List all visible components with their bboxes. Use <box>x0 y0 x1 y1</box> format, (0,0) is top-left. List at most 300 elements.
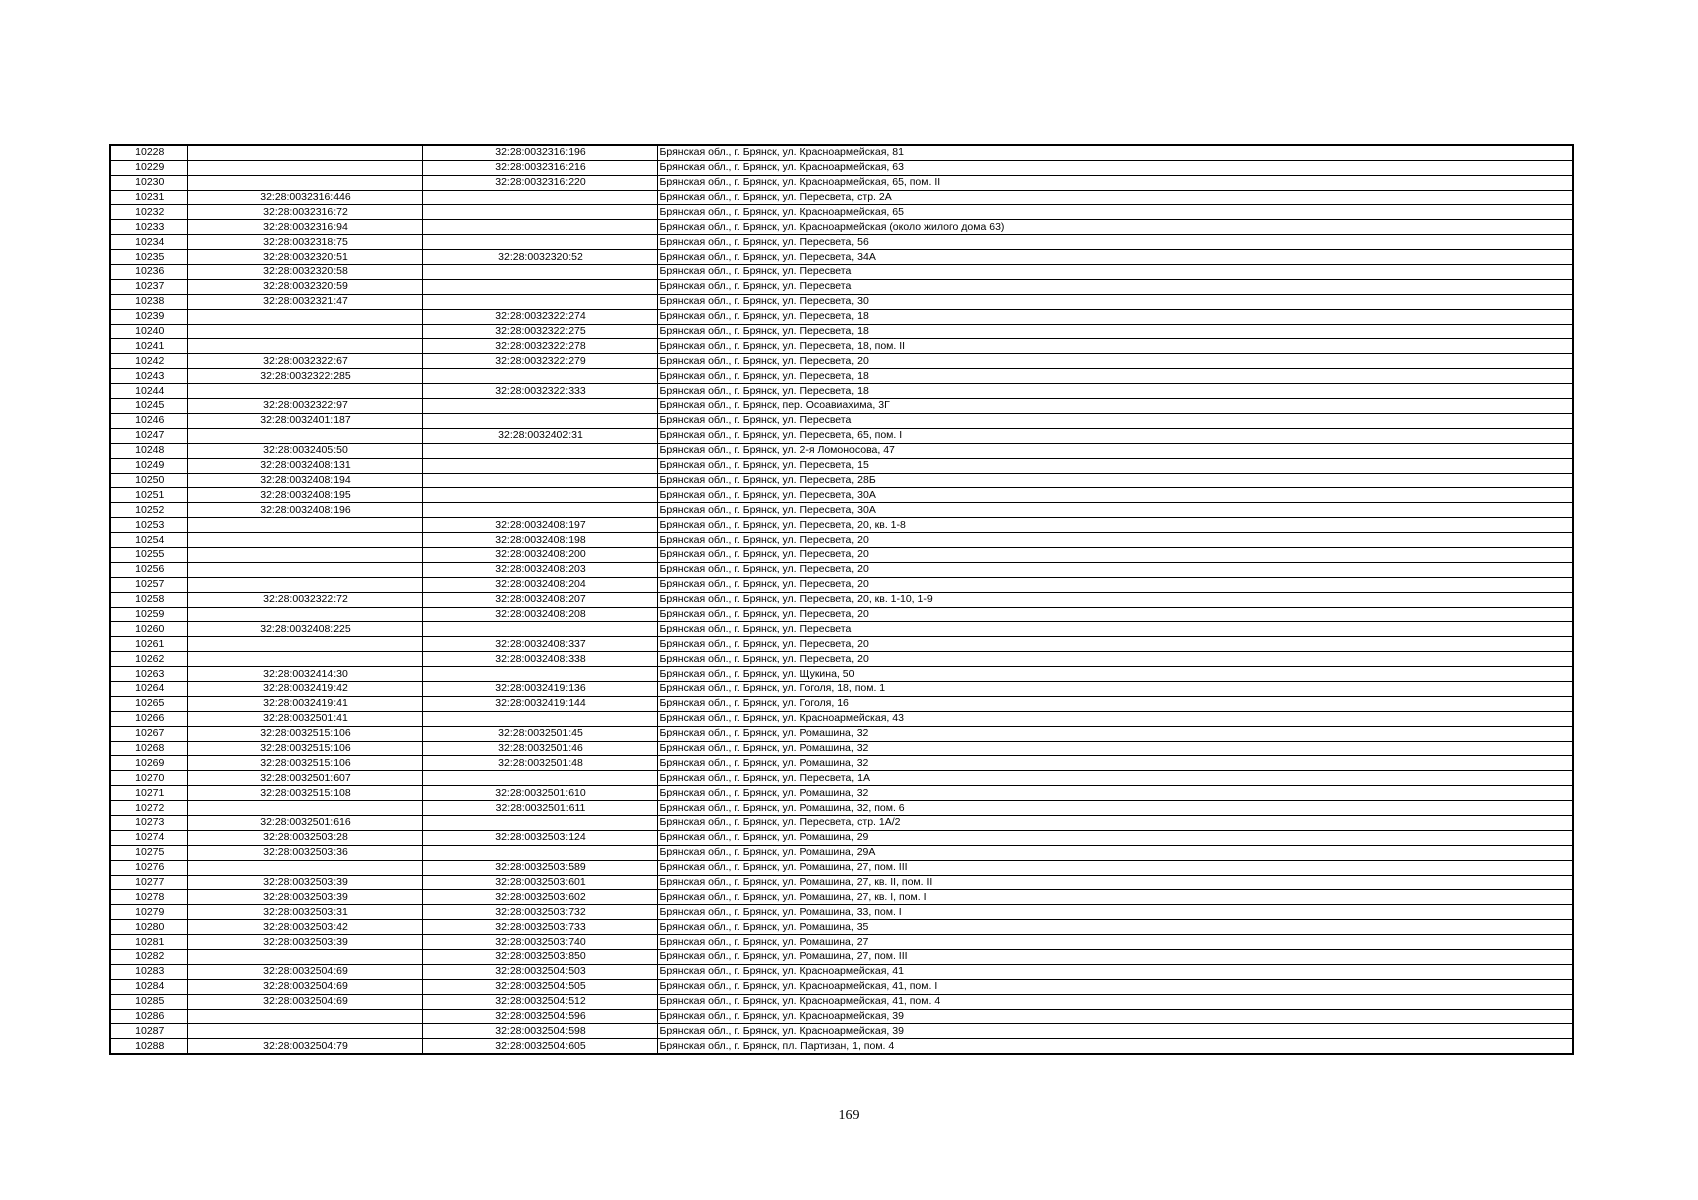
table-row <box>110 562 1573 577</box>
cadastral-number-cell: 32:28:0032503:42 <box>187 920 422 935</box>
related-cadastral-number-cell: 32:28:0032503:601 <box>422 875 657 890</box>
row-number-cell: 10279 <box>110 905 187 920</box>
related-cadastral-number-cell: 32:28:0032504:512 <box>422 994 657 1009</box>
row-number-cell: 10235 <box>110 250 187 265</box>
related-cadastral-number-cell <box>422 622 657 637</box>
row-number-cell: 10280 <box>110 920 187 935</box>
table-row <box>110 964 1573 979</box>
table-row <box>110 741 1573 756</box>
address-cell: Брянская обл., г. Брянск, ул. Пересвета <box>657 622 1573 637</box>
row-number-cell: 10247 <box>110 428 187 443</box>
address-cell: Брянская обл., г. Брянск, ул. 2-я Ломоносова, 47 <box>657 443 1573 458</box>
related-cadastral-number-cell <box>422 503 657 518</box>
table-row <box>110 399 1573 414</box>
row-number-cell: 10244 <box>110 384 187 399</box>
cadastral-number-cell: 32:28:0032515:106 <box>187 726 422 741</box>
related-cadastral-number-cell: 32:28:0032316:216 <box>422 160 657 175</box>
related-cadastral-number-cell: 32:28:0032504:605 <box>422 1039 657 1054</box>
table-row <box>110 369 1573 384</box>
table-row <box>110 875 1573 890</box>
cadastral-number-cell <box>187 518 422 533</box>
row-number-cell: 10242 <box>110 354 187 369</box>
table-row <box>110 994 1573 1009</box>
related-cadastral-number-cell: 32:28:0032408:204 <box>422 577 657 592</box>
address-cell: Брянская обл., г. Брянск, ул. Пересвета <box>657 413 1573 428</box>
address-cell: Брянская обл., г. Брянск, ул. Красноармейская (около жилого дома 63) <box>657 220 1573 235</box>
address-cell: Брянская обл., г. Брянск, ул. Пересвета, 30 <box>657 294 1573 309</box>
related-cadastral-number-cell <box>422 473 657 488</box>
table-row <box>110 458 1573 473</box>
related-cadastral-number-cell: 32:28:0032503:589 <box>422 860 657 875</box>
cadastral-number-cell <box>187 533 422 548</box>
table-row <box>110 711 1573 726</box>
related-cadastral-number-cell <box>422 771 657 786</box>
row-number-cell: 10241 <box>110 339 187 354</box>
row-number-cell: 10262 <box>110 652 187 667</box>
cadastral-number-cell: 32:28:0032318:75 <box>187 235 422 250</box>
row-number-cell: 10239 <box>110 309 187 324</box>
cadastral-number-cell <box>187 145 422 160</box>
table-row <box>110 265 1573 280</box>
related-cadastral-number-cell <box>422 667 657 682</box>
related-cadastral-number-cell <box>422 458 657 473</box>
cadastral-number-cell <box>187 637 422 652</box>
table-row <box>110 815 1573 830</box>
cadastral-number-cell: 32:28:0032419:42 <box>187 681 422 696</box>
address-cell: Брянская обл., г. Брянск, ул. Ромашина, 32 <box>657 741 1573 756</box>
row-number-cell: 10283 <box>110 964 187 979</box>
related-cadastral-number-cell: 32:28:0032503:124 <box>422 830 657 845</box>
related-cadastral-number-cell <box>422 265 657 280</box>
cadastral-number-cell: 32:28:0032316:94 <box>187 220 422 235</box>
cadastral-number-cell <box>187 562 422 577</box>
row-number-cell: 10276 <box>110 860 187 875</box>
cadastral-number-cell: 32:28:0032401:187 <box>187 413 422 428</box>
row-number-cell: 10286 <box>110 1009 187 1024</box>
related-cadastral-number-cell: 32:28:0032419:136 <box>422 681 657 696</box>
row-number-cell: 10261 <box>110 637 187 652</box>
cadastral-number-cell <box>187 160 422 175</box>
registry-table <box>109 144 1574 1055</box>
row-number-cell: 10238 <box>110 294 187 309</box>
table-row <box>110 384 1573 399</box>
row-number-cell: 10267 <box>110 726 187 741</box>
cadastral-number-cell: 32:28:0032503:39 <box>187 935 422 950</box>
related-cadastral-number-cell <box>422 815 657 830</box>
row-number-cell: 10243 <box>110 369 187 384</box>
related-cadastral-number-cell: 32:28:0032322:278 <box>422 339 657 354</box>
table-row <box>110 354 1573 369</box>
address-cell: Брянская обл., г. Брянск, ул. Пересвета, 20 <box>657 533 1573 548</box>
related-cadastral-number-cell: 32:28:0032419:144 <box>422 696 657 711</box>
related-cadastral-number-cell <box>422 369 657 384</box>
address-cell: Брянская обл., г. Брянск, ул. Щукина, 50 <box>657 667 1573 682</box>
cadastral-number-cell <box>187 384 422 399</box>
table-row <box>110 235 1573 250</box>
related-cadastral-number-cell <box>422 279 657 294</box>
table-row <box>110 205 1573 220</box>
related-cadastral-number-cell <box>422 711 657 726</box>
cadastral-number-cell: 32:28:0032408:196 <box>187 503 422 518</box>
table-row <box>110 473 1573 488</box>
row-number-cell: 10257 <box>110 577 187 592</box>
table-row <box>110 681 1573 696</box>
row-number-cell: 10285 <box>110 994 187 1009</box>
row-number-cell: 10246 <box>110 413 187 428</box>
address-cell: Брянская обл., г. Брянск, ул. Пересвета, 18 <box>657 324 1573 339</box>
table-row <box>110 279 1573 294</box>
row-number-cell: 10245 <box>110 399 187 414</box>
table-row <box>110 607 1573 622</box>
related-cadastral-number-cell: 32:28:0032408:198 <box>422 533 657 548</box>
related-cadastral-number-cell: 32:28:0032501:46 <box>422 741 657 756</box>
row-number-cell: 10256 <box>110 562 187 577</box>
row-number-cell: 10275 <box>110 845 187 860</box>
related-cadastral-number-cell: 32:28:0032320:52 <box>422 250 657 265</box>
address-cell: Брянская обл., г. Брянск, ул. Пересвета, 20 <box>657 577 1573 592</box>
address-cell: Брянская обл., г. Брянск, ул. Пересвета, 28Б <box>657 473 1573 488</box>
table-row <box>110 830 1573 845</box>
address-cell: Брянская обл., г. Брянск, ул. Пересвета, 20, кв. 1-8 <box>657 518 1573 533</box>
table-row <box>110 622 1573 637</box>
address-cell: Брянская обл., г. Брянск, пер. Осоавиахима, 3Г <box>657 399 1573 414</box>
address-cell: Брянская обл., г. Брянск, ул. Пересвета, 20 <box>657 354 1573 369</box>
table-row <box>110 726 1573 741</box>
table-row <box>110 503 1573 518</box>
cadastral-number-cell: 32:28:0032501:616 <box>187 815 422 830</box>
cadastral-number-cell: 32:28:0032321:47 <box>187 294 422 309</box>
related-cadastral-number-cell: 32:28:0032408:207 <box>422 592 657 607</box>
address-cell: Брянская обл., г. Брянск, ул. Ромашина, 32, пом. 6 <box>657 801 1573 816</box>
cadastral-number-cell <box>187 1024 422 1039</box>
row-number-cell: 10259 <box>110 607 187 622</box>
row-number-cell: 10229 <box>110 160 187 175</box>
cadastral-number-cell: 32:28:0032405:50 <box>187 443 422 458</box>
table-row <box>110 547 1573 562</box>
cadastral-number-cell: 32:28:0032515:106 <box>187 741 422 756</box>
cadastral-number-cell <box>187 950 422 965</box>
address-cell: Брянская обл., г. Брянск, ул. Пересвета, 30А <box>657 488 1573 503</box>
cadastral-number-cell: 32:28:0032316:72 <box>187 205 422 220</box>
related-cadastral-number-cell: 32:28:0032322:333 <box>422 384 657 399</box>
cadastral-number-cell: 32:28:0032320:58 <box>187 265 422 280</box>
row-number-cell: 10266 <box>110 711 187 726</box>
address-cell: Брянская обл., г. Брянск, ул. Ромашина, 33, пом. I <box>657 905 1573 920</box>
address-cell: Брянская обл., г. Брянск, ул. Пересвета, 18 <box>657 369 1573 384</box>
related-cadastral-number-cell: 32:28:0032316:220 <box>422 175 657 190</box>
address-cell: Брянская обл., г. Брянск, ул. Пересвета, 65, пом. I <box>657 428 1573 443</box>
cadastral-number-cell: 32:28:0032322:67 <box>187 354 422 369</box>
table-row <box>110 592 1573 607</box>
table-row <box>110 979 1573 994</box>
cadastral-number-cell: 32:28:0032503:39 <box>187 890 422 905</box>
related-cadastral-number-cell: 32:28:0032503:850 <box>422 950 657 965</box>
table-row <box>110 309 1573 324</box>
cadastral-number-cell <box>187 801 422 816</box>
table-row <box>110 428 1573 443</box>
related-cadastral-number-cell <box>422 413 657 428</box>
table-row <box>110 696 1573 711</box>
address-cell: Брянская обл., г. Брянск, ул. Пересвета, 18, пом. II <box>657 339 1573 354</box>
cadastral-number-cell: 32:28:0032504:79 <box>187 1039 422 1054</box>
row-number-cell: 10248 <box>110 443 187 458</box>
row-number-cell: 10240 <box>110 324 187 339</box>
cadastral-number-cell: 32:28:0032320:51 <box>187 250 422 265</box>
row-number-cell: 10251 <box>110 488 187 503</box>
row-number-cell: 10258 <box>110 592 187 607</box>
table-row <box>110 771 1573 786</box>
address-cell: Брянская обл., г. Брянск, ул. Пересвета <box>657 279 1573 294</box>
table-row <box>110 443 1573 458</box>
row-number-cell: 10232 <box>110 205 187 220</box>
related-cadastral-number-cell: 32:28:0032501:45 <box>422 726 657 741</box>
table-row <box>110 920 1573 935</box>
address-cell: Брянская обл., г. Брянск, ул. Красноармейская, 43 <box>657 711 1573 726</box>
address-cell: Брянская обл., г. Брянск, ул. Ромашина, 32 <box>657 726 1573 741</box>
cadastral-number-cell: 32:28:0032515:108 <box>187 786 422 801</box>
related-cadastral-number-cell: 32:28:0032408:208 <box>422 607 657 622</box>
related-cadastral-number-cell: 32:28:0032322:274 <box>422 309 657 324</box>
cadastral-number-cell <box>187 547 422 562</box>
table-row <box>110 637 1573 652</box>
row-number-cell: 10255 <box>110 547 187 562</box>
related-cadastral-number-cell: 32:28:0032408:338 <box>422 652 657 667</box>
table-row <box>110 577 1573 592</box>
cadastral-number-cell: 32:28:0032316:446 <box>187 190 422 205</box>
table-row <box>110 518 1573 533</box>
row-number-cell: 10265 <box>110 696 187 711</box>
table-row <box>110 786 1573 801</box>
row-number-cell: 10264 <box>110 681 187 696</box>
row-number-cell: 10269 <box>110 756 187 771</box>
related-cadastral-number-cell: 32:28:0032408:203 <box>422 562 657 577</box>
cadastral-number-cell <box>187 324 422 339</box>
row-number-cell: 10274 <box>110 830 187 845</box>
address-cell: Брянская обл., г. Брянск, пл. Партизан, 1, пом. 4 <box>657 1039 1573 1054</box>
address-cell: Брянская обл., г. Брянск, ул. Пересвета, 20 <box>657 607 1573 622</box>
address-cell: Брянская обл., г. Брянск, ул. Ромашина, 35 <box>657 920 1573 935</box>
cadastral-number-cell: 32:28:0032503:39 <box>187 875 422 890</box>
address-cell: Брянская обл., г. Брянск, ул. Пересвета, 18 <box>657 309 1573 324</box>
row-number-cell: 10253 <box>110 518 187 533</box>
cadastral-number-cell: 32:28:0032504:69 <box>187 979 422 994</box>
row-number-cell: 10268 <box>110 741 187 756</box>
address-cell: Брянская обл., г. Брянск, ул. Гоголя, 16 <box>657 696 1573 711</box>
cadastral-number-cell: 32:28:0032322:72 <box>187 592 422 607</box>
page-number: 169 <box>838 1108 860 1123</box>
address-cell: Брянская обл., г. Брянск, ул. Пересвета, 20 <box>657 637 1573 652</box>
cadastral-number-cell <box>187 428 422 443</box>
row-number-cell: 10273 <box>110 815 187 830</box>
address-cell: Брянская обл., г. Брянск, ул. Пересвета, 34А <box>657 250 1573 265</box>
cadastral-number-cell: 32:28:0032504:69 <box>187 994 422 1009</box>
row-number-cell: 10277 <box>110 875 187 890</box>
related-cadastral-number-cell: 32:28:0032504:503 <box>422 964 657 979</box>
table-row <box>110 845 1573 860</box>
row-number-cell: 10237 <box>110 279 187 294</box>
row-number-cell: 10233 <box>110 220 187 235</box>
related-cadastral-number-cell: 32:28:0032501:610 <box>422 786 657 801</box>
row-number-cell: 10282 <box>110 950 187 965</box>
address-cell: Брянская обл., г. Брянск, ул. Красноармейская, 65, пом. II <box>657 175 1573 190</box>
table-row <box>110 294 1573 309</box>
related-cadastral-number-cell: 32:28:0032501:48 <box>422 756 657 771</box>
address-cell: Брянская обл., г. Брянск, ул. Красноармейская, 41, пом. 4 <box>657 994 1573 1009</box>
row-number-cell: 10260 <box>110 622 187 637</box>
related-cadastral-number-cell: 32:28:0032322:279 <box>422 354 657 369</box>
address-cell: Брянская обл., г. Брянск, ул. Ромашина, 27, пом. III <box>657 860 1573 875</box>
table-row <box>110 250 1573 265</box>
address-cell: Брянская обл., г. Брянск, ул. Пересвета, 20, кв. 1-10, 1-9 <box>657 592 1573 607</box>
address-cell: Брянская обл., г. Брянск, ул. Красноармейская, 63 <box>657 160 1573 175</box>
address-cell: Брянская обл., г. Брянск, ул. Ромашина, 27 <box>657 935 1573 950</box>
address-cell: Брянская обл., г. Брянск, ул. Пересвета, 20 <box>657 547 1573 562</box>
related-cadastral-number-cell: 32:28:0032408:200 <box>422 547 657 562</box>
cadastral-number-cell <box>187 652 422 667</box>
row-number-cell: 10284 <box>110 979 187 994</box>
cadastral-number-cell: 32:28:0032322:97 <box>187 399 422 414</box>
address-cell: Брянская обл., г. Брянск, ул. Ромашина, 27, кв. II, пом. II <box>657 875 1573 890</box>
cadastral-number-cell <box>187 577 422 592</box>
row-number-cell: 10230 <box>110 175 187 190</box>
address-cell: Брянская обл., г. Брянск, ул. Красноармейская, 41, пом. I <box>657 979 1573 994</box>
related-cadastral-number-cell: 32:28:0032408:337 <box>422 637 657 652</box>
table-row <box>110 1039 1573 1054</box>
row-number-cell: 10263 <box>110 667 187 682</box>
registry-table-body <box>110 145 1573 1054</box>
table-row <box>110 220 1573 235</box>
related-cadastral-number-cell: 32:28:0032504:598 <box>422 1024 657 1039</box>
row-number-cell: 10272 <box>110 801 187 816</box>
row-number-cell: 10287 <box>110 1024 187 1039</box>
table-row <box>110 890 1573 905</box>
table-row <box>110 145 1573 160</box>
cadastral-number-cell: 32:28:0032322:285 <box>187 369 422 384</box>
cadastral-number-cell: 32:28:0032503:36 <box>187 845 422 860</box>
cadastral-number-cell: 32:28:0032419:41 <box>187 696 422 711</box>
cadastral-number-cell <box>187 860 422 875</box>
related-cadastral-number-cell <box>422 235 657 250</box>
related-cadastral-number-cell: 32:28:0032504:596 <box>422 1009 657 1024</box>
cadastral-number-cell <box>187 175 422 190</box>
table-row <box>110 160 1573 175</box>
table-row <box>110 905 1573 920</box>
address-cell: Брянская обл., г. Брянск, ул. Пересвета, 56 <box>657 235 1573 250</box>
address-cell: Брянская обл., г. Брянск, ул. Пересвета <box>657 265 1573 280</box>
cadastral-number-cell <box>187 309 422 324</box>
address-cell: Брянская обл., г. Брянск, ул. Ромашина, 29 <box>657 830 1573 845</box>
related-cadastral-number-cell: 32:28:0032316:196 <box>422 145 657 160</box>
related-cadastral-number-cell <box>422 190 657 205</box>
table-row <box>110 339 1573 354</box>
cadastral-number-cell <box>187 1009 422 1024</box>
address-cell: Брянская обл., г. Брянск, ул. Красноармейская, 41 <box>657 964 1573 979</box>
row-number-cell: 10250 <box>110 473 187 488</box>
cadastral-number-cell <box>187 607 422 622</box>
address-cell: Брянская обл., г. Брянск, ул. Пересвета, 18 <box>657 384 1573 399</box>
table-row <box>110 801 1573 816</box>
address-cell: Брянская обл., г. Брянск, ул. Пересвета, стр. 1А/2 <box>657 815 1573 830</box>
cadastral-number-cell: 32:28:0032408:195 <box>187 488 422 503</box>
row-number-cell: 10234 <box>110 235 187 250</box>
address-cell: Брянская обл., г. Брянск, ул. Ромашина, 32 <box>657 786 1573 801</box>
table-row <box>110 533 1573 548</box>
cadastral-number-cell: 32:28:0032503:31 <box>187 905 422 920</box>
table-row <box>110 324 1573 339</box>
table-row <box>110 935 1573 950</box>
cadastral-number-cell: 32:28:0032504:69 <box>187 964 422 979</box>
address-cell: Брянская обл., г. Брянск, ул. Пересвета, 1А <box>657 771 1573 786</box>
row-number-cell: 10278 <box>110 890 187 905</box>
row-number-cell: 10249 <box>110 458 187 473</box>
table-row <box>110 756 1573 771</box>
table-row <box>110 667 1573 682</box>
address-cell: Брянская обл., г. Брянск, ул. Ромашина, 29А <box>657 845 1573 860</box>
cadastral-number-cell: 32:28:0032408:225 <box>187 622 422 637</box>
row-number-cell: 10271 <box>110 786 187 801</box>
related-cadastral-number-cell: 32:28:0032408:197 <box>422 518 657 533</box>
address-cell: Брянская обл., г. Брянск, ул. Пересвета, 30А <box>657 503 1573 518</box>
related-cadastral-number-cell: 32:28:0032503:733 <box>422 920 657 935</box>
table-row <box>110 860 1573 875</box>
table-row <box>110 413 1573 428</box>
address-cell: Брянская обл., г. Брянск, ул. Гоголя, 18, пом. 1 <box>657 681 1573 696</box>
table-row <box>110 950 1573 965</box>
related-cadastral-number-cell <box>422 845 657 860</box>
address-cell: Брянская обл., г. Брянск, ул. Красноармейская, 65 <box>657 205 1573 220</box>
related-cadastral-number-cell <box>422 399 657 414</box>
related-cadastral-number-cell: 32:28:0032322:275 <box>422 324 657 339</box>
related-cadastral-number-cell: 32:28:0032504:505 <box>422 979 657 994</box>
table-row <box>110 1009 1573 1024</box>
address-cell: Брянская обл., г. Брянск, ул. Ромашина, 27, пом. III <box>657 950 1573 965</box>
related-cadastral-number-cell: 32:28:0032402:31 <box>422 428 657 443</box>
table-row <box>110 175 1573 190</box>
row-number-cell: 10252 <box>110 503 187 518</box>
row-number-cell: 10281 <box>110 935 187 950</box>
table-row <box>110 488 1573 503</box>
related-cadastral-number-cell <box>422 294 657 309</box>
row-number-cell: 10236 <box>110 265 187 280</box>
row-number-cell: 10270 <box>110 771 187 786</box>
cadastral-number-cell: 32:28:0032408:194 <box>187 473 422 488</box>
address-cell: Брянская обл., г. Брянск, ул. Красноармейская, 39 <box>657 1009 1573 1024</box>
cadastral-number-cell: 32:28:0032503:28 <box>187 830 422 845</box>
address-cell: Брянская обл., г. Брянск, ул. Пересвета, 15 <box>657 458 1573 473</box>
related-cadastral-number-cell <box>422 205 657 220</box>
address-cell: Брянская обл., г. Брянск, ул. Пересвета, 20 <box>657 562 1573 577</box>
address-cell: Брянская обл., г. Брянск, ул. Ромашина, 32 <box>657 756 1573 771</box>
address-cell: Брянская обл., г. Брянск, ул. Красноармейская, 81 <box>657 145 1573 160</box>
row-number-cell: 10288 <box>110 1039 187 1054</box>
table-row <box>110 190 1573 205</box>
address-cell: Брянская обл., г. Брянск, ул. Пересвета, 20 <box>657 652 1573 667</box>
table-row <box>110 1024 1573 1039</box>
row-number-cell: 10254 <box>110 533 187 548</box>
address-cell: Брянская обл., г. Брянск, ул. Ромашина, 27, кв. I, пом. I <box>657 890 1573 905</box>
cadastral-number-cell: 32:28:0032515:106 <box>187 756 422 771</box>
related-cadastral-number-cell: 32:28:0032503:740 <box>422 935 657 950</box>
related-cadastral-number-cell <box>422 443 657 458</box>
address-cell: Брянская обл., г. Брянск, ул. Пересвета, стр. 2А <box>657 190 1573 205</box>
cadastral-number-cell: 32:28:0032501:607 <box>187 771 422 786</box>
address-cell: Брянская обл., г. Брянск, ул. Красноармейская, 39 <box>657 1024 1573 1039</box>
related-cadastral-number-cell <box>422 488 657 503</box>
row-number-cell: 10228 <box>110 145 187 160</box>
related-cadastral-number-cell: 32:28:0032501:611 <box>422 801 657 816</box>
cadastral-number-cell: 32:28:0032320:59 <box>187 279 422 294</box>
table-row <box>110 652 1573 667</box>
